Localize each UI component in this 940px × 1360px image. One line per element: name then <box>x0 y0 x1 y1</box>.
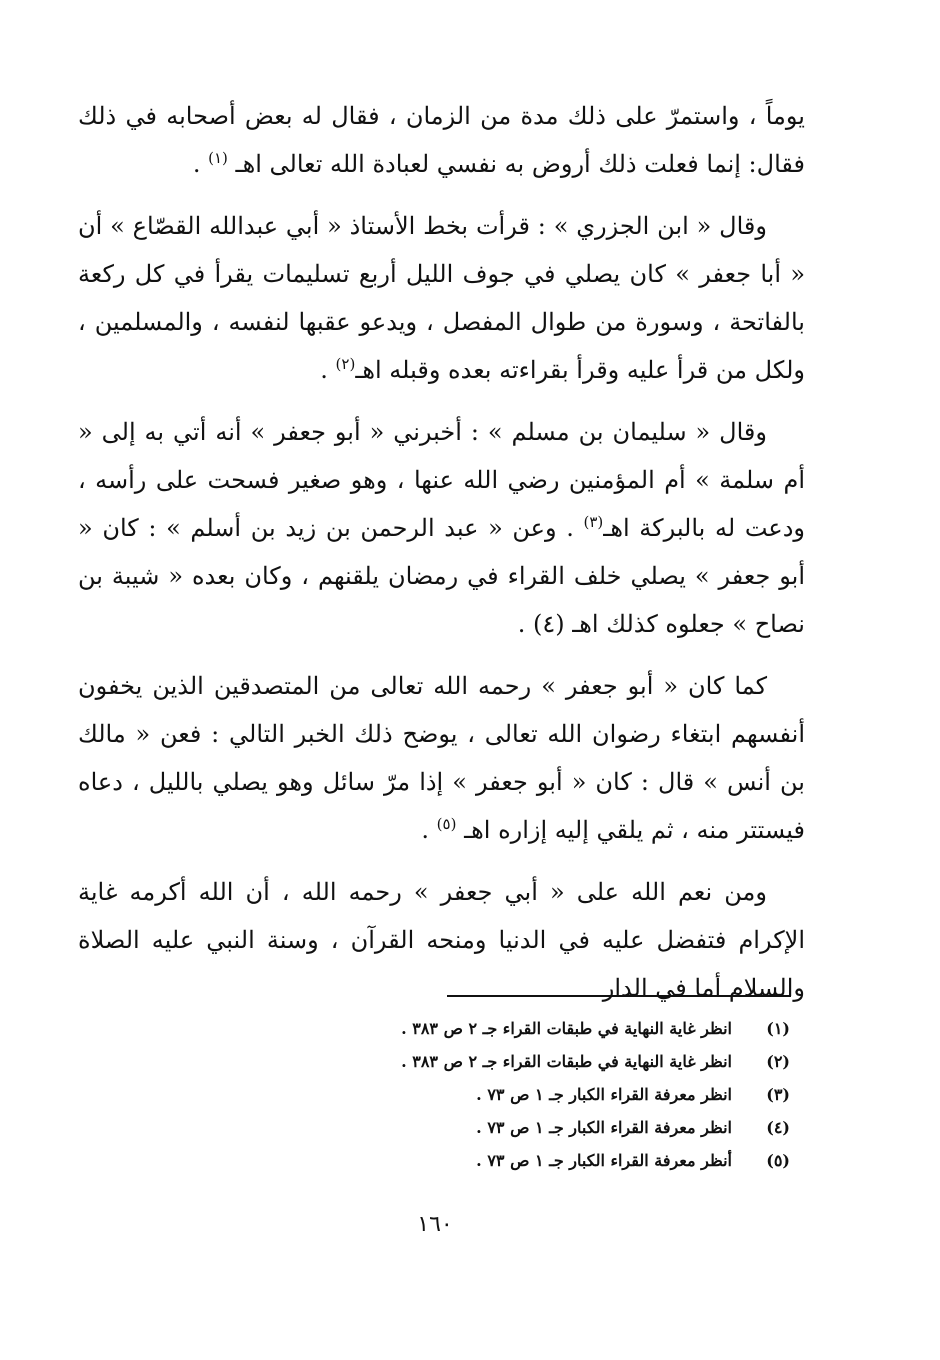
footnote-item <box>300 1144 790 1177</box>
paragraph-text: يوماً ، واستمرّ على ذلك مدة من الزمان ، فقال له بعض أصحابه في ذلك فقال: إنما فعلت ذلك أروض به نفسي لعبادة الله تعالى اهـ <box>78 102 805 178</box>
footnote-number: (٢) <box>766 1052 790 1071</box>
footnote-separator <box>447 995 791 997</box>
footnote-number: (٤) <box>766 1118 790 1137</box>
paragraph-text: ومن نعم الله على « أبي جعفر » رحمه الله ، أن الله أكرمه غاية الإكرام فتفضل عليه في الدنيا ومنحه القرآن ، وسنة النبي عليه الصلاة والسلام أما في الدار <box>78 878 805 1002</box>
paragraph-text: وقال « سليمان بن مسلم » : أخبرني « أبو جعفر » أنه أتي به إلى « أم سلمة » أم المؤمنين رضي الله عنها ، وهو صغير فسحت على رأسه ، ودعت له بالبركة اهـ <box>78 418 805 542</box>
paragraph-tail: . <box>320 356 336 384</box>
paragraph-3 <box>78 408 805 648</box>
footnotes <box>300 1012 790 1177</box>
footnote-item <box>300 1078 790 1111</box>
paragraph-2 <box>78 202 805 394</box>
paragraph-tail: . <box>192 150 209 178</box>
footnote-marker: (٢) <box>335 355 356 373</box>
footnote-text: أنظر معرفة القراء الكبار جـ ١ ص ٧٣ . <box>476 1151 732 1170</box>
footnote-item <box>300 1012 790 1045</box>
paragraph-tail: . <box>421 816 437 844</box>
footnote-marker: (٣) <box>583 513 604 531</box>
footnote-number: (٥) <box>766 1151 790 1170</box>
footnote-number: (٣) <box>766 1085 790 1104</box>
paragraph-text: كما كان « أبو جعفر » رحمه الله تعالى من المتصدقين الذين يخفون أنفسهم ابتغاء رضوان الله تعالى ، يوضح ذلك الخبر التالي : فعن « مالك بن أنس » قال : كان « أبو جعفر » إذا مرّ سائل وهو يصلي بالليل ، دعاه فيستتر منه ، ثم يلقي إليه إزاره اهـ <box>78 672 805 844</box>
paragraph-4 <box>78 662 805 854</box>
footnote-number: (١) <box>766 1019 790 1038</box>
footnote-text: انظر معرفة القراء الكبار جـ ١ ص ٧٣ . <box>476 1118 732 1137</box>
paragraph-tail: . وعن « عبد الرحمن بن زيد بن أسلم » : كان « أبو جعفر » يصلي خلف القراء في رمضان يلقنهم ، وكان بعده « شيبة بن نصاح » جعلوه كذلك اهـ (٤) . <box>78 514 805 638</box>
paragraph-5 <box>78 868 805 1012</box>
footnote-item <box>300 1045 790 1078</box>
footnote-text: انظر معرفة القراء الكبار جـ ١ ص ٧٣ . <box>476 1085 732 1104</box>
footnote-text: انظر غاية النهاية في طبقات القراء جـ ٢ ص ٣٨٣ . <box>401 1052 732 1071</box>
footnote-marker: (٥) <box>436 815 457 833</box>
footnote-text: انظر غاية النهاية في طبقات القراء جـ ٢ ص ٣٨٣ . <box>401 1019 732 1038</box>
footnote-marker: (١) <box>208 149 228 167</box>
paragraph-1 <box>78 92 805 188</box>
paragraph-text: وقال « ابن الجزري » : قرأت بخط الأستاذ « أبي عبدالله القصّاع » أن « أبا جعفر » كان يصلي في جوف الليل أربع تسليمات يقرأ في كل ركعة بالفاتحة ، وسورة من طوال المفصل ، ويدعو عقبها لنفسه ، والمسلمين ، ولكل من قرأ عليه وقرأ بقراءته بعده وقبله اهـ <box>78 212 805 384</box>
page-number: ١٦٠ <box>417 1212 453 1237</box>
body-text <box>78 92 805 1026</box>
footnote-item <box>300 1111 790 1144</box>
